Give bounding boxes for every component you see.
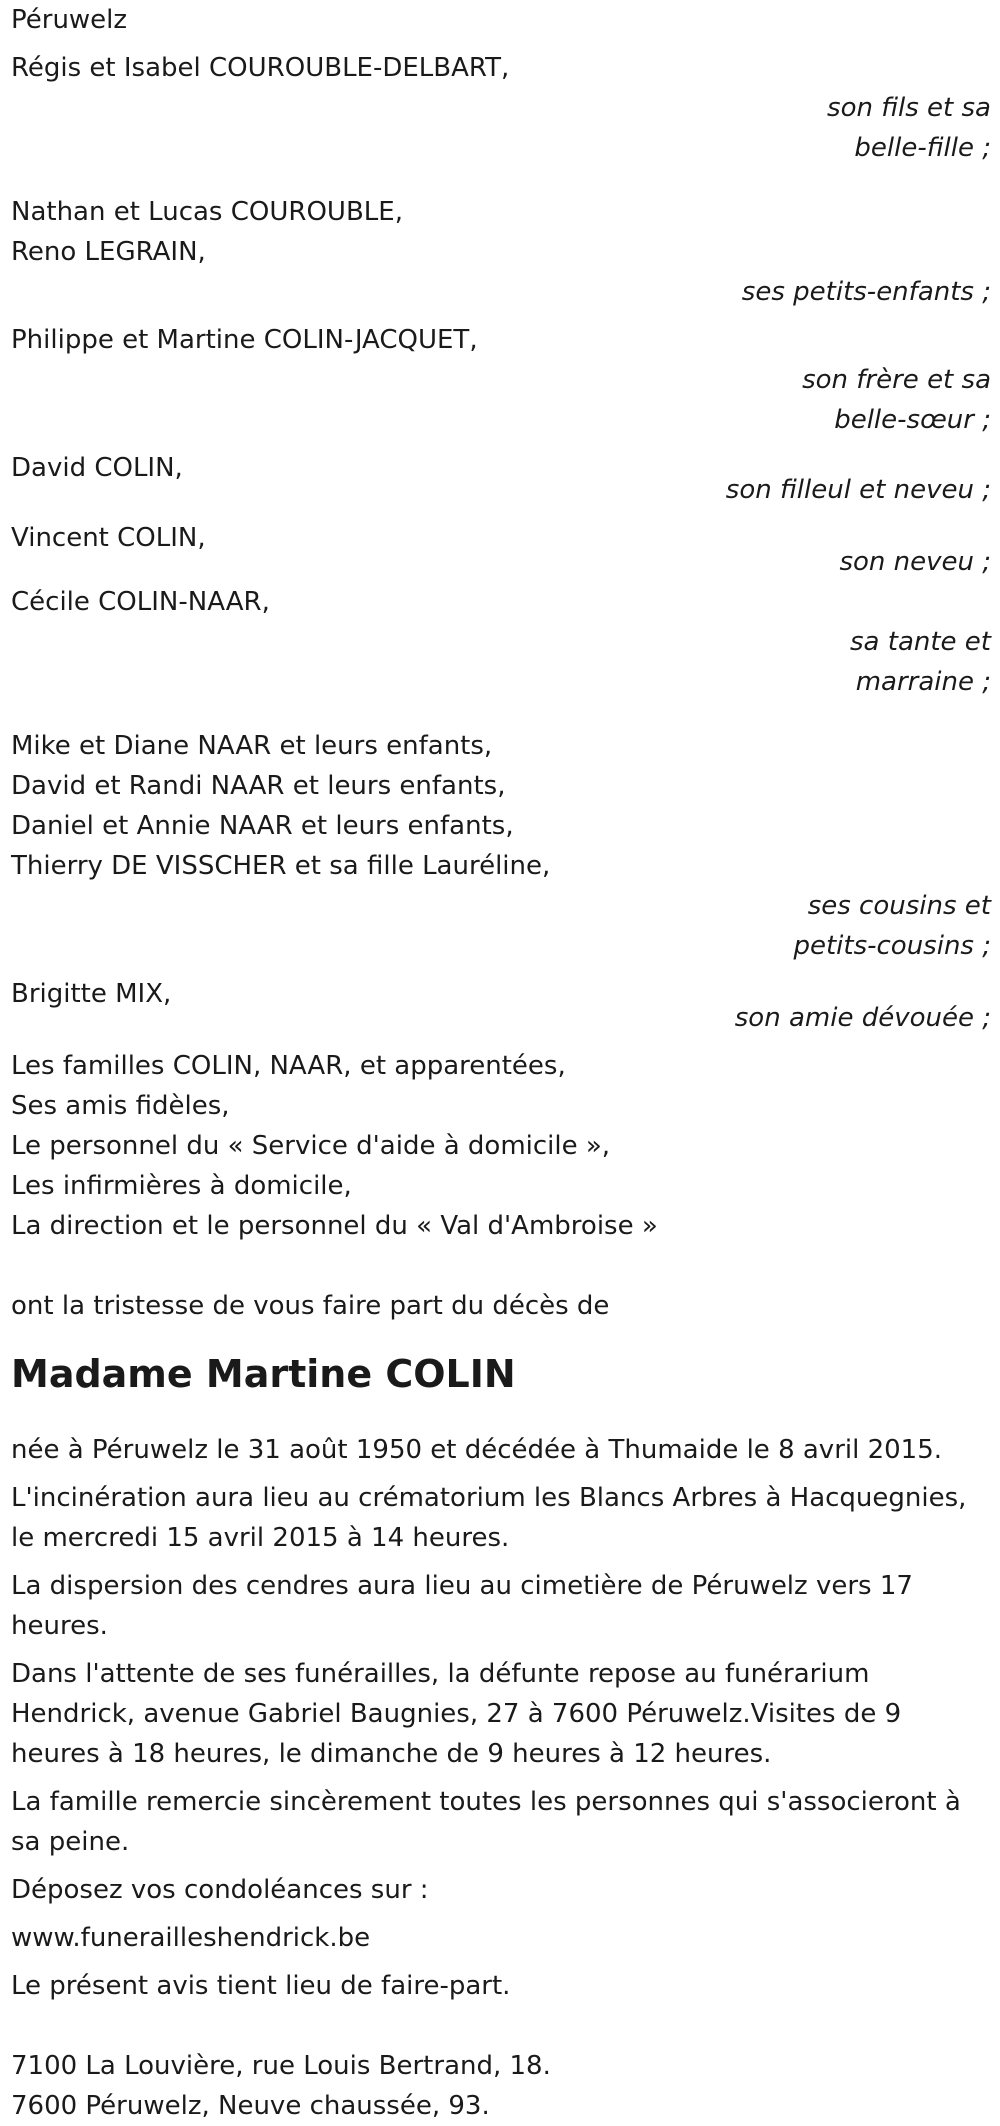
family-group [11,974,991,1038]
detail-paragraph: La famille remercie sincèrement toutes les personnes qui s'associeront à sa peine. [11,1787,961,1857]
details [11,1430,996,2006]
detail-paragraph: La dispersion des cendres aura lieu au cimetière de Péruwelz vers 17 heures. [11,1571,913,1641]
family-name: Nathan et Lucas COUROUBLE, [11,197,403,227]
detail-paragraph: née à Péruwelz le 31 août 1950 et décédée à Thumaide le 8 avril 2015. [11,1435,943,1465]
family-group [11,726,991,966]
family-name: Vincent COLIN, [11,523,206,553]
family-name: Philippe et Martine COLIN-JACQUET, [11,325,478,355]
detail-paragraph: Le présent avis tient lieu de faire-part. [11,1971,511,2001]
address-line: 7100 La Louvière, rue Louis Bertrand, 18. [11,2051,551,2081]
family-name: Daniel et Annie NAAR et leurs enfants, [11,811,514,841]
others-item: Le personnel du « Service d'aide à domicile », [11,1131,611,1161]
family-relation: son frère et sa [802,365,991,395]
family-relation: son neveu ; [839,547,991,577]
others-item: Ses amis fidèles, [11,1091,230,1121]
obituary-notice [11,0,991,2126]
family-name: Mike et Diane NAAR et leurs enfants, [11,731,493,761]
family-relation: petits-cousins ; [793,931,991,961]
deceased-name: Madame Martine COLIN [11,1352,516,1396]
family-group [11,192,991,312]
detail-paragraph: Déposez vos condoléances sur : [11,1875,429,1905]
detail-paragraph: Dans l'attente de ses funérailles, la défunte repose au funérarium Hendrick, avenue Gabriel Baugnies, 27 à 7600 Péruwelz.Visites de 9 heures à 18 heures, le dimanche de 9 heures à 12 heures. [11,1659,902,1769]
family-group [11,518,991,582]
addresses [11,2046,991,2126]
family-relation: ses petits-enfants ; [741,277,991,307]
family-group [11,582,991,702]
others-list [11,1046,991,1246]
family-relation: belle-fille ; [854,133,991,163]
family-name: Thierry DE VISSCHER et sa fille Lauréline, [11,851,551,881]
family-relation: son filleul et neveu ; [725,475,991,505]
family-name: Reno LEGRAIN, [11,237,206,267]
family-relation: marraine ; [855,667,991,697]
family-name: Régis et Isabel COUROUBLE-DELBART, [11,53,510,83]
others-item: Les infirmières à domicile, [11,1171,352,1201]
address-line: 7600 Péruwelz, Neuve chaussée, 93. [11,2091,490,2121]
family-relation: sa tante et [850,627,991,657]
family-relation: son amie dévouée ; [734,1003,991,1033]
others-item: Les familles COLIN, NAAR, et apparentées, [11,1051,566,1081]
family-group [11,48,991,168]
place: Péruwelz [11,5,128,35]
others-item: La direction et le personnel du « Val d'Ambroise » [11,1211,658,1241]
family-group [11,320,991,440]
family-relation: son fils et sa [827,93,991,123]
family-name: David et Randi NAAR et leurs enfants, [11,771,506,801]
family-relation: belle-sœur ; [834,405,991,435]
family-name: Brigitte MIX, [11,979,172,1009]
family-group [11,448,991,510]
detail-paragraph: L'incinération aura lieu au crématorium les Blancs Arbres à Hacquegnies, le mercredi 15 avril 2015 à 14 heures. [11,1483,967,1553]
announcement: ont la tristesse de vous faire part du décès de [11,1291,610,1321]
website-link[interactable]: www.funerailleshendrick.be [11,1923,371,1953]
family-relation: ses cousins et [807,891,991,921]
family-name: Cécile COLIN-NAAR, [11,587,270,617]
family-name: David COLIN, [11,453,183,483]
